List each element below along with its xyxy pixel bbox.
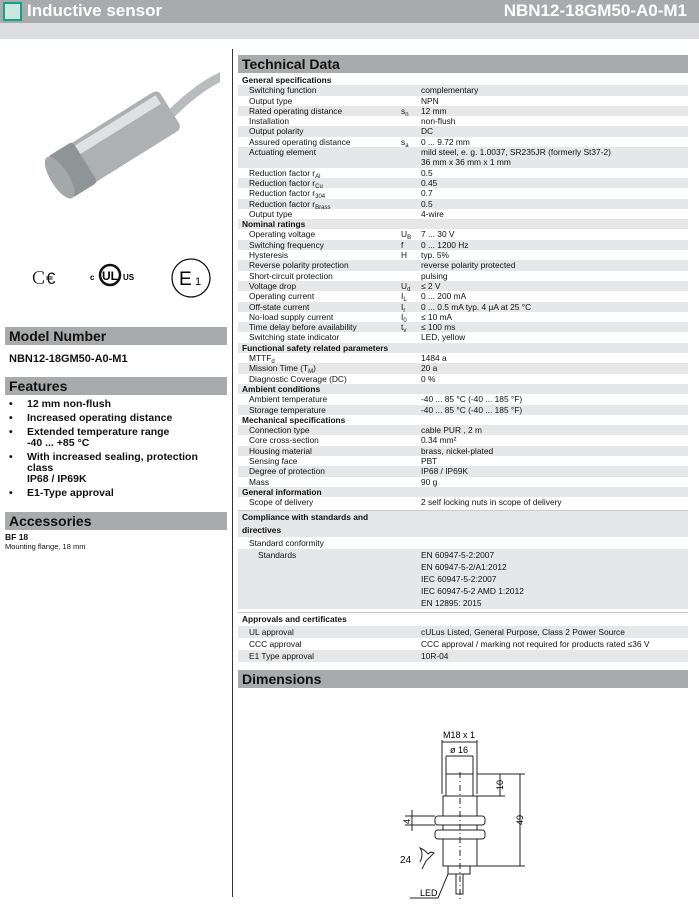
strip-gap [18,39,156,41]
feature-item: • Increased operating distance [5,413,227,424]
spec-row [238,374,688,384]
spec-symbol [401,374,421,384]
spec-label: Ambient temperature [249,394,328,405]
section-title: Compliance with standards and directives [242,512,369,536]
spec-symbol [401,116,421,126]
svg-text:US: US [123,273,135,282]
subscript: r [403,307,406,314]
spec-symbol: $I_r$ [401,301,406,314]
spec-row [238,353,688,366]
spec-label: CCC approval [249,639,302,650]
svg-text:E: E [179,269,192,290]
spec-row [238,209,688,219]
subscript: Al [315,173,321,180]
e1-approval-icon [168,258,214,298]
section-title: Functional safety related parameters [242,342,389,353]
svg-text:c: c [90,273,95,282]
spec-value: 0.5 [421,167,433,178]
spec-row [238,332,688,342]
spec-label: Reverse polarity protection [249,260,349,271]
spec-label: $MTTF_d$ [249,353,275,366]
spec-value: ≤ 100 ms [421,322,456,333]
spec-row [238,363,688,376]
spec-value: 0 ... 9.72 mm [421,136,470,147]
svg-text:UL: UL [102,269,118,283]
spec-value: brass, nickel-plated [421,445,494,456]
spec-value: 1484 a [421,353,447,364]
spec-symbol [401,394,421,404]
section-title: General specifications [242,75,332,85]
spec-value [421,537,688,549]
spec-row [238,497,688,507]
accessories-heading: Accessories [5,512,227,530]
spec-row [238,106,688,116]
spec-label: Scope of delivery [249,497,314,508]
spec-row [238,188,688,201]
spec-value: 2 self locking nuts in scope of delivery [421,497,562,508]
spec-label: Switching state indicator [249,332,340,343]
spec-label: Connection type [249,425,310,436]
spec-value: 10R-04 [421,651,449,662]
accessories-section [5,512,227,551]
spec-label: Voltage drop [249,280,297,291]
features-list [5,399,227,499]
features-heading: Features [5,377,227,395]
spec-symbol [401,353,421,363]
spec-symbol: $s_a$ [401,136,409,149]
spec-row [238,116,688,126]
spec-row [238,96,688,106]
svg-text:1: 1 [195,276,202,288]
section-heading [238,219,688,229]
spec-row [238,240,688,250]
spec-label: Standards [258,550,297,561]
spec-symbol: $t_v$ [401,322,407,335]
spec-value: NPN [421,95,439,106]
spec-row [238,302,688,312]
led-label: LED [420,888,438,899]
section-heading [238,384,688,394]
spec-value: complementary [421,85,479,96]
spec-symbol [401,638,421,650]
spec-symbol [401,188,421,198]
spec-value: 0.7 [421,188,433,199]
features-section [5,377,227,502]
model-number-heading: Model Number [5,327,227,345]
spec-value: 0 ... 1200 Hz [421,239,469,250]
header-strip [0,23,699,39]
spec-row [238,312,688,322]
spec-symbol [401,466,421,476]
spec-value: 0 ... 0.5 mA typ. 4 µA at 25 °C [421,301,532,312]
model-number-section [5,327,227,365]
spec-row [238,626,688,638]
spec-row [238,85,688,95]
subscript: 0 [403,317,407,324]
spec-row [238,405,688,415]
spec-symbol [401,405,421,415]
spec-value: DC [421,126,434,137]
spec-label: Time delay before availability [249,322,357,333]
spec-row [238,322,688,335]
spec-label: Core cross-section [249,435,319,446]
spec-value: 0.34 mm² [421,435,457,446]
spec-symbol [401,456,421,466]
spec-row [238,446,688,456]
section-title: Nominal ratings [242,219,306,230]
technical-data [238,55,688,909]
spec-label: Reduction factor $r_{Brass}$ [249,198,331,211]
spec-symbol: f [401,239,404,250]
spec-row [238,638,688,650]
spec-value: cULus Listed, General Purpose, Class 2 Power Source [421,627,625,638]
section-title: Approvals and certificates [242,614,347,625]
ce-mark-icon: Ｃ€ [30,269,55,288]
spec-value: 7 ... 30 V [421,229,455,240]
feature-item: • E1-Type approval [5,488,227,499]
spec-symbol [401,435,421,445]
subscript: v [403,328,407,335]
spec-symbol: $U_d$ [401,280,411,293]
spec-symbol: $s_n$ [401,105,409,118]
spec-value: LED, yellow [421,332,466,343]
spec-value: 0 % [421,373,436,384]
spec-row [238,537,688,549]
spec-label: Diagnostic Coverage (DC) [249,373,347,384]
spec-symbol [401,147,421,168]
spec-symbol [401,549,421,609]
spec-label: Assured operating distance [249,136,351,147]
spec-label: Sensing face [249,455,298,466]
spec-row [238,281,688,291]
spec-value: -40 ... 85 °C (-40 ... 185 °F) [421,404,523,415]
spec-label: UL approval [249,627,294,638]
section-heading [238,343,688,353]
spec-row [238,394,688,404]
thread-label: M18 x 1 [443,730,476,741]
technical-data-table [238,75,688,662]
section-title: Ambient conditions [242,383,321,394]
spec-value: 90 g [421,476,438,487]
spec-row [238,250,688,260]
spec-value: 0 ... 200 mA [421,291,467,302]
dimensions-heading: Dimensions [238,670,688,688]
spec-row [238,291,688,304]
spec-value: 12 mm [421,105,447,116]
spec-label: Output type [249,208,293,219]
section-heading [238,487,688,497]
spec-label: Standard conformity [249,538,324,549]
subscript: d [407,286,411,293]
spec-symbol [401,209,421,219]
spec-symbol [401,446,421,456]
spec-label: Reduction factor $r_{Cu}$ [249,177,323,190]
accessory-description: Mounting flange, 18 mm [5,542,86,551]
spec-value: ≤ 2 V [421,280,441,291]
spec-symbol: $I_0$ [401,311,407,324]
spec-row [238,650,688,662]
spec-value: mild steel, e. g. 1.0037, SR235JR (formerly St37-2) 36 mm x 36 mm x 1 mm [421,147,611,168]
accessory-name: BF 18 [5,532,29,542]
section-title: Mechanical specifications [242,414,346,425]
spec-symbol [401,477,421,487]
spec-symbol [401,332,421,342]
spec-label: Operating voltage [249,229,316,240]
spec-value: 20 a [421,363,438,374]
total-length-label: 49 [515,815,525,826]
spec-value: cable PUR , 2 m [421,425,482,436]
spec-symbol: H [401,250,408,261]
spec-value: -40 ... 85 °C (-40 ... 185 °F) [421,394,523,405]
spec-label: Reduction factor $r_{Al}$ [249,167,321,180]
column-divider [232,49,233,897]
spec-row [238,260,688,270]
spec-value: non-flush [421,116,456,127]
spec-label: Output polarity [249,126,304,137]
spec-symbol [401,199,421,209]
spec-symbol [401,425,421,435]
spec-symbol [401,650,421,662]
feature-item: • With increased sealing, protection class IP68 / IP69K [5,452,227,485]
spec-row [238,126,688,136]
spec-value: EN 60947-5-2:2007 EN 60947-5-2/A1:2012 IEC 60947-5-2:2007 IEC 60947-5-2 AMD 1:2012 EN 12895: 2015 [421,550,524,609]
subscript: B [407,235,412,242]
spec-value: PBT [421,455,438,466]
spec-label: Rated operating distance [249,105,343,116]
spec-row [238,137,688,147]
spec-label: E1 Type approval [249,651,315,662]
brand-square-icon [3,2,22,21]
spec-symbol: $U_B$ [401,229,412,242]
spec-label: Off-state current [249,301,310,312]
spec-value: CCC approval / marking not required for products rated ≤36 V [421,639,650,650]
feature-item: • Extended temperature range -40 ... +85 °C [5,427,227,449]
spec-row [238,425,688,435]
spec-symbol [401,626,421,638]
spec-symbol [401,271,421,281]
section-heading [238,612,688,626]
technical-data-heading: Technical Data [238,55,688,73]
spec-label: Actuating element [249,147,317,158]
spec-value: IP68 / IP69K [421,466,469,477]
section-heading [238,510,688,537]
spec-symbol: $I_L$ [401,291,407,304]
spec-label: No-load supply current [249,311,334,322]
spec-row [238,435,688,445]
spec-symbol [401,537,421,549]
spec-label: Switching frequency [249,239,324,250]
spec-symbol [401,363,421,373]
spec-label: Storage temperature [249,404,326,415]
header-bar [0,0,699,23]
spec-row [238,271,688,281]
spec-label: Installation [249,116,290,127]
subscript: n [405,111,409,118]
certification-logos [0,258,230,298]
spec-symbol [401,85,421,95]
spec-value: pulsing [421,270,448,281]
spec-label: Short-circuit protection [249,270,333,281]
cap-length-label: 10 [495,780,505,791]
section-heading [238,75,688,85]
spec-value: 0.45 [421,177,438,188]
subscript: Brass [315,204,331,211]
spec-label: Reduction factor $r_{304}$ [249,188,326,201]
section-title: General information [242,486,322,497]
spec-symbol [401,168,421,178]
dimension-drawing [380,712,540,909]
spec-symbol [401,96,421,106]
doc-title: Inductive sensor [27,1,163,20]
spec-label: Mission Time $(T_M)$ [249,363,316,376]
spec-row [238,147,688,168]
subscript: d [271,359,275,366]
spec-label: Housing material [249,445,312,456]
spec-row [238,199,688,209]
spec-symbol [401,126,421,136]
diameter-label: ø 16 [450,745,469,756]
spec-label: Degree of protection [249,466,325,477]
spec-row [238,477,688,487]
ul-listed-icon [90,262,140,288]
spec-symbol [401,178,421,188]
spec-label: Mass [249,476,270,487]
spec-value: 4-wire [421,208,444,219]
spec-value: 0.5 [421,198,433,209]
spec-symbol [401,497,421,507]
nut-thickness-label: 4 [402,819,412,825]
section-heading [238,415,688,425]
subscript: a [405,142,409,149]
spec-label: Hysteresis [249,250,289,261]
spec-value: reverse polarity protected [421,260,516,271]
wrench-size-label: 24 [400,855,412,867]
product-photo [20,45,220,205]
subscript: L [403,297,407,304]
feature-item: • 12 mm non-flush [5,399,227,410]
spec-symbol [401,260,421,270]
header-model: NBN12-18GM50-A0-M1 [503,1,687,20]
spec-row [238,466,688,476]
spec-row [238,549,688,609]
spec-row [238,456,688,466]
spec-label: Switching function [249,85,317,96]
model-number: NBN12-18GM50-A0-M1 [9,353,128,365]
spec-row [238,168,688,178]
spec-row [238,178,688,188]
spec-value: ≤ 10 mA [421,311,453,322]
subscript: Cu [315,183,323,190]
spec-row [238,229,688,242]
spec-label: Operating current [249,291,315,302]
subscript: M [308,369,314,376]
spec-label: Output type [249,95,293,106]
subscript: 304 [315,194,326,201]
spec-value: typ. 5% [421,250,449,261]
